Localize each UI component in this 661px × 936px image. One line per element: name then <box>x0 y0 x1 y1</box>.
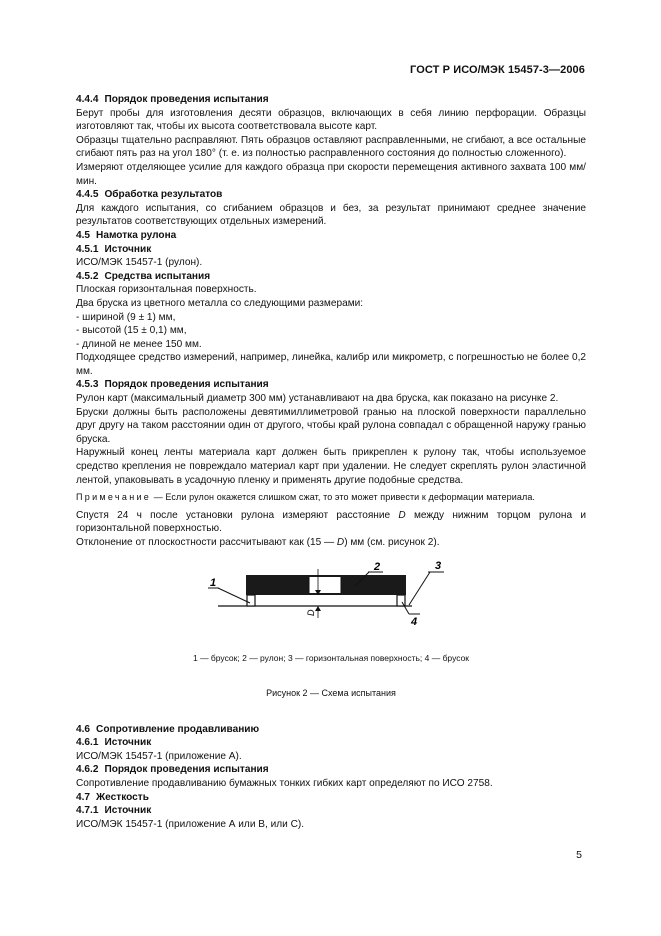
section-heading-4-6: 4.6 Сопротивление продавливанию <box>76 723 260 735</box>
figure-legend: 1 — брусок; 2 — рулон; 3 — горизонтальная поверхность; 4 — брусок <box>192 652 470 663</box>
paragraph: Рулон карт (максимальный диаметр 300 мм) устанавливают на два бруска, как показано на рисунке 2. <box>76 393 559 405</box>
dimension-label-d: D <box>306 609 316 616</box>
section-heading-4-4-5: 4.4.5 Обработка результатов <box>76 189 223 201</box>
figure-2 <box>76 558 586 676</box>
paragraph: Бруски должны быть расположены девятимиллиметровой гранью на плоской поверхности параллельно друг другу на таком расстоянии один от другого, чтобы край рулона совпадал с обращенной наружу гранью бруска. <box>76 406 586 445</box>
section-heading-4-5-1: 4.5.1 Источник <box>76 243 152 255</box>
paragraph: Берут пробы для изготовления десяти образцов, включающих в себя линию перфорации. Образцы изготовляют так, чтобы их высота соответствовала высоте карт. <box>76 107 586 133</box>
document-header: ГОСТ Р ИСО/МЭК 15457-3—2006 <box>410 64 585 76</box>
section-heading-4-5-3: 4.5.3 Порядок проведения испытания <box>76 379 269 391</box>
paragraph: Подходящее средство измерений, например, линейка, калибр или микрометр, с погрешностью не более 0,2 мм. <box>76 352 586 377</box>
list-item: - шириной (9 ± 1) мм, <box>76 311 176 323</box>
paragraph: Образцы тщательно расправляют. Пять образцов оставляют расправленными, не сгибают, а все остальные сгибают пять раз на угол 180° (т. е. из полностью расправленного состояния до полностью сложенного). <box>76 134 586 160</box>
label-1: 1 <box>210 576 217 589</box>
section-heading-4-4-4: 4.4.4 Порядок проведения испытания <box>76 94 269 105</box>
roll-core <box>309 577 341 593</box>
figure-caption: Рисунок 2 — Схема испытания <box>266 687 396 698</box>
section-heading-4-7: 4.7 Жесткость <box>76 791 149 803</box>
paragraph: Наружный конец ленты материала карт должен быть прикреплен к рулону так, чтобы используемое средство крепления не повреждало материал карт при удалении. Не следует скреплять рулон эластичной лентой, упаковывать в усадочную пленку и применять другие подобные средства. <box>76 447 586 486</box>
section-heading-4-7-1: 4.7.1 Источник <box>76 805 152 817</box>
section-heading-4-6-2: 4.6.2 Порядок проведения испытания <box>76 764 269 776</box>
paragraph: Отклонение от плоскостности рассчитывают как (15 — D) мм (см. рисунок 2). <box>76 537 440 548</box>
paragraph: ИСО/МЭК 15457-1 (приложение А). <box>76 750 242 762</box>
paragraph: Два бруска из цветного металла со следующими размерами: <box>76 297 364 309</box>
paragraph: ИСО/МЭК 15457-1 (приложение А или В, или С). <box>76 818 305 830</box>
paragraph: Измеряют отделяющее усилие для каждого образца при скорости перемещения активного захвата 100 мм/мин. <box>76 161 586 187</box>
page-number: 5 <box>576 849 582 861</box>
section-heading-4-5: 4.5 Намотка рулона <box>76 229 177 241</box>
section-heading-4-6-1: 4.6.1 Источник <box>76 737 152 749</box>
note <box>76 491 586 505</box>
label-2: 2 <box>374 560 381 573</box>
note-text: — Если рулон окажется слишком сжат, то это может привести к деформации материала. <box>153 492 536 503</box>
note-label: Примечание <box>76 492 152 503</box>
paragraph: Сопротивление продавливанию бумажных тонких гибких карт определяют по ИСО 2758. <box>76 777 493 789</box>
section-heading-4-5-2: 4.5.2 Средства испытания <box>76 270 211 282</box>
label-3: 3 <box>435 559 442 572</box>
label-4: 4 <box>411 615 418 628</box>
bar-left <box>247 595 255 606</box>
list-item: - высотой (15 ± 0,1) мм, <box>76 325 187 337</box>
page-content <box>76 93 586 831</box>
list-item: - длиной не менее 150 мм. <box>76 338 202 350</box>
test-scheme-drawing <box>206 558 446 636</box>
paragraph: Плоская горизонтальная поверхность. <box>76 284 257 296</box>
paragraph: ИСО/МЭК 15457-1 (рулон). <box>76 257 203 269</box>
paragraph: Спустя 24 ч после установки рулона измеряют расстояние D между нижним торцом рулона и горизонтальной поверхностью. <box>76 509 586 535</box>
paragraph: Для каждого испытания, со сгибанием образцов и без, за результат принимают среднее значение результатов соответствующих отдельных измерений. <box>76 202 586 228</box>
